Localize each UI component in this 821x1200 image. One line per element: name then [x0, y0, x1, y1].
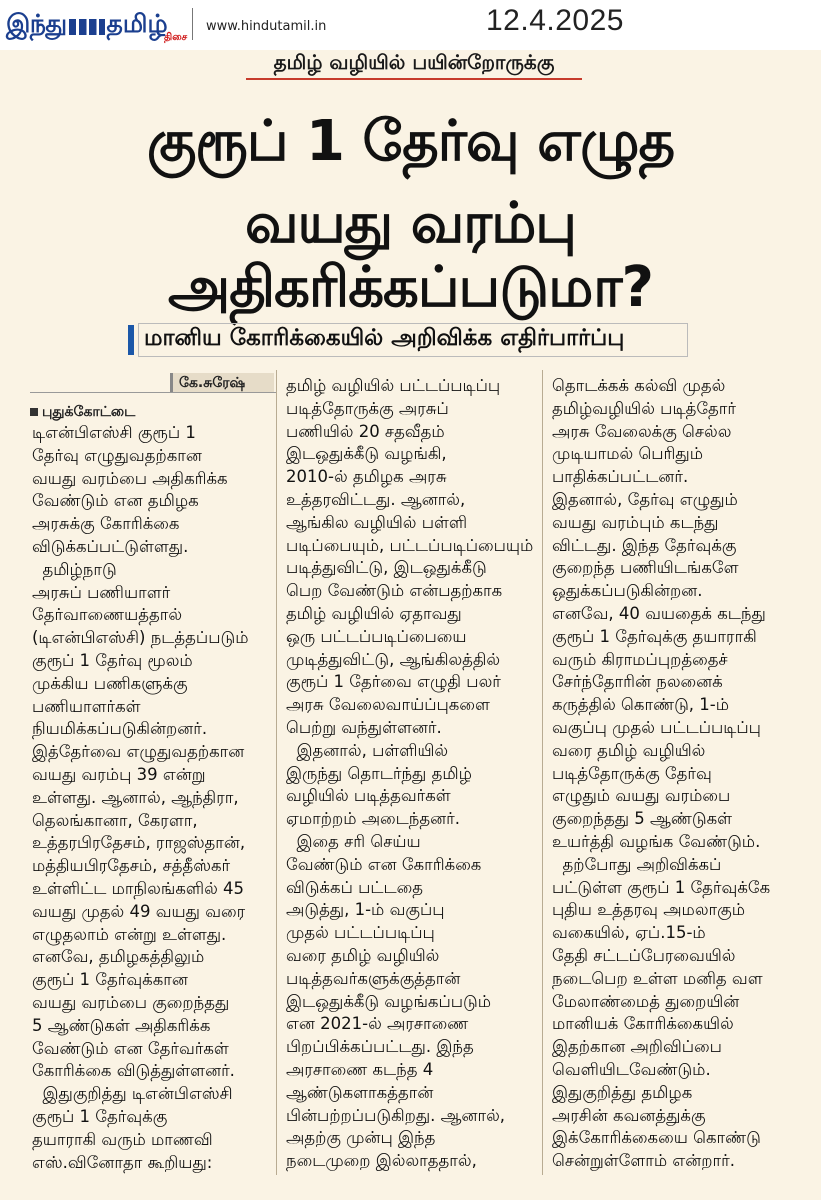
- logo-emblem-icon: [69, 19, 105, 35]
- byline-rule: [30, 392, 276, 393]
- kicker-underline: [246, 78, 582, 80]
- byline: கே.சுரேஷ்: [170, 373, 274, 393]
- newspaper-logo: [6, 6, 188, 43]
- body-column-3: தொடக்கக் கல்வி முதல் தமிழ்வழியில் படித்தோர் அரசு வேலைக்கு செல்ல முடியாமல் பெரிதும் பாதிக்கப்பட்டனர். இதனால், தேர்வு எழுதும் வயது வரம்பும் கடந்து விட்டது. இந்த தேர்வுக்கு குறைந்த பணியிடங்களே ஒதுக்கப்படுகின்றன. எனவே, 40 வயதைக் கடந்து குரூப் 1 தேர்வுக்கு தயாராகி வரும் கிராமப்புறத்தைச் சேர்ந்தோரின் நலனைக் கருத்தில் கொண்டு, 1-ம் வகுப்பு முதல் பட்டப்படிப்பு வரை தமிழ் வழியில் படித்தோருக்கு தேர்வு எழுதும் வயது வரம்பை குறைந்தது 5 ஆண்டுகள் உயர்த்தி வழங்க வேண்டும். தற்போது அறிவிக்கப் பட்டுள்ள குரூப் 1 தேர்வுக்கே புதிய உத்தரவு அமலாகும் வகையில், ஏப்.15-ம் தேதி சட்டப்பேரவையில் நடைபெற உள்ள மனித வள மேலாண்மைத் துறையின் மானியக் கோரிக்கையில் இதற்கான அறிவிப்பை வெளியிடவேண்டும். இதுகுறித்து தமிழக அரசின் கவனத்துக்கு இக்கோரிக்கையை கொண்டு சென்றுள்ளோம் என்றார்.: [552, 376, 771, 1171]
- logo-sub: திசை: [164, 32, 188, 43]
- subheadline: [128, 323, 688, 357]
- masthead-divider: [192, 8, 193, 40]
- column-divider-2: [542, 370, 543, 1175]
- subheadline-text: மானிய கோரிக்கையில் அறிவிக்க எதிர்பார்ப்பு: [144, 325, 625, 351]
- dateline-square-icon: [30, 408, 38, 416]
- body-column-1: டிஎன்பிஎஸ்சி குரூப் 1 தேர்வு எழுதுவதற்கான வயது வரம்பை அதிகரிக்க வேண்டும் என தமிழக அரசுக்கு கோரிக்கை விடுக்கப்பட்டுள்ளது. தமிழ்நாடு அரசுப் பணியாளர் தேர்வாணையத்தால் (டிஎன்பிஎஸ்சி) நடத்தப்படும் குரூப் 1 தேர்வு மூலம் முக்கிய பணிகளுக்கு பணியாளர்கள் நியமிக்கப்படுகின்றனர். இத்தேர்வை எழுதுவதற்கான வயது வரம்பு 39 என்று உள்ளது. ஆனால், ஆந்திரா, தெலங்கானா, கேரளா, உத்தரபிரதேசம், ராஜஸ்தான், மத்தியபிரதேசம், சத்தீஸ்கர் உள்ளிட்ட மாநிலங்களில் 45 வயது முதல் 49 வயது வரை எழுதலாம் என்று உள்ளது. எனவே, தமிழகத்திலும் குரூப் 1 தேர்வுக்கான வயது வரம்பை குறைந்தது 5 ஆண்டுகள் அதிகரிக்க வேண்டும் என தேர்வர்கள் கோரிக்கை விடுத்துள்ளனர். இதுகுறித்து டிஎன்பிஎஸ்சி குரூப் 1 தேர்வுக்கு தயாராகி வரும் மாணவி எஸ்.வினோதா கூறியது:: [32, 423, 249, 1172]
- dateline-text: புதுக்கோட்டை: [42, 404, 136, 420]
- dateline: [30, 404, 135, 422]
- body-column-2: தமிழ் வழியில் பட்டப்படிப்பு படித்தோருக்கு அரசுப் பணியில் 20 சதவீதம் இடஒதுக்கீடு வழங்கி, 2010-ல் தமிழக அரசு உத்தரவிட்டது. ஆனால், ஆங்கில வழியில் பள்ளி படிப்பையும், பட்டப்படிப்பையும் படித்துவிட்டு, இடஒதுக்கீடு பெற வேண்டும் என்பதற்காக தமிழ் வழியில் ஏதாவது ஒரு பட்டப்படிப்பையை முடித்துவிட்டு, ஆங்கிலத்தில் குரூப் 1 தேர்வை எழுதி பலர் அரசு வேலைவாய்ப்புகளை பெற்று வந்துள்ளனர். இதனால், பள்ளியில் இருந்து தொடர்ந்து தமிழ் வழியில் படித்தவர்கள் ஏமாற்றம் அடைந்தனர். இதை சரி செய்ய வேண்டும் என கோரிக்கை விடுக்கப் பட்டதை அடுத்து, 1-ம் வகுப்பு முதல் பட்டப்படிப்பு வரை தமிழ் வழியில் படித்தவர்களுக்குத்தான் இடஒதுக்கீடு வழங்கப்படும் என 2021-ல் அரசாணை பிறப்பிக்கப்பட்டது. இந்த அரசாணை கடந்த 4 ஆண்டுகளாகத்தான் பின்பற்றப்படுகிறது. ஆனால், அதற்கு முன்பு இந்த நடைமுறை இல்லாததால்,: [286, 376, 534, 1171]
- kicker: தமிழ் வழியில் பயின்றோருக்கு: [273, 50, 555, 74]
- logo-part1: இந்து: [6, 9, 67, 38]
- masthead: [0, 0, 821, 50]
- subheadline-accent-bar: [128, 325, 134, 355]
- column-divider-1: [276, 370, 277, 1175]
- headline-line-1: குரூப் 1 தேர்வு எழுத: [146, 109, 675, 174]
- publication-date: 12.4.2025: [486, 4, 624, 37]
- logo-part2: தமிழ்: [106, 9, 168, 38]
- website-url: www.hindutamil.in: [206, 19, 327, 34]
- headline-line-2: வயது வரம்பு அதிகரிக்கப்படுமா?: [167, 191, 653, 320]
